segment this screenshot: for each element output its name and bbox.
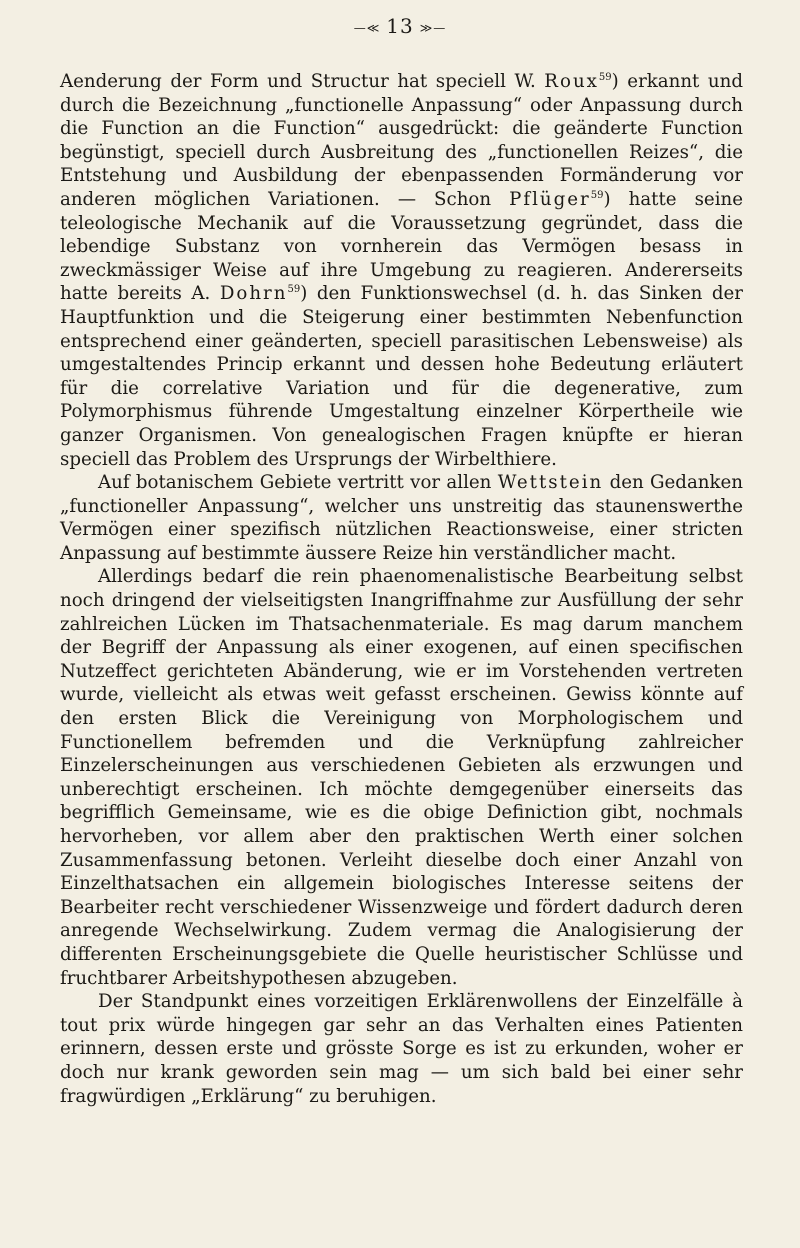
- text-run: Der Standpunkt eines vorzeitigen Erklärenwollens der Einzelfälle à tout prix würde hingegen gar sehr an das Verhalten eines Patienten erinnern, dessen erste und grösste Sorge es ist zu erkunden, woher er doch nur krank geworden sein mag — um sich bald bei einer sehr fragwürdigen „Erklärung“ zu beruhigen.: [60, 991, 743, 1107]
- paragraph: [60, 70, 743, 471]
- footnote-ref: 59: [598, 72, 612, 83]
- body-text: [60, 70, 743, 1108]
- paragraph: [60, 565, 743, 990]
- author-name: Pflüger: [509, 188, 591, 210]
- page-number: 13: [386, 14, 414, 38]
- page-header: [0, 14, 800, 38]
- text-run: ) den Funktionswechsel (d. h. das Sinken der Hauptfunktion und die Steigerung einer bestimmten Nebenfunction entsprechend einer geänderten, speciell parasitischen Lebensweise) als umgestaltendes Princip erkannt und dessen hohe Bedeutung erläutert für die correlative Variation und für die degenerative, zum Polymorphismus führende Umgestaltung einzelner Körpertheile wie ganzer Organismen. Von genealogischen Fragen knüpfte er hieran speciell das Problem des Ursprungs der Wirbelthiere.: [60, 283, 743, 470]
- text-run: Aenderung der Form und Structur hat speciell W.: [60, 71, 545, 92]
- text-run: ) hatte seine teleologische Mechanik auf die Voraussetzung gegründet, dass die lebendige Substanz von vornherein das Vermögen besass in zweckmässiger Weise auf ihre Umgebung zu reagieren. Andererseits hatte bereits A.: [60, 188, 743, 305]
- header-ornament-left: —≪: [353, 20, 381, 35]
- author-name: Dohrn: [219, 283, 288, 305]
- author-name: Wettstein: [497, 472, 604, 494]
- author-name: Roux: [544, 71, 599, 92]
- paragraph: [60, 990, 743, 1108]
- paragraph: [60, 471, 743, 565]
- text-run: den Gedanken „functioneller Anpassung“, welcher uns unstreitig das staunenswerthe Vermögen einer spezifisch nützlichen Reactionsweise, einer stricten Anpassung auf bestimmte äussere Reize hin verständlicher macht.: [60, 472, 743, 564]
- footnote-ref: 59: [590, 189, 604, 201]
- header-ornament-right: ≫—: [419, 20, 447, 35]
- text-run: ) erkannt und durch die Bezeichnung „functionelle Anpassung“ oder Anpassung durch die Function an die Function“ ausgedrückt: die geänderte Function begünstigt, speciell durch Ausbreitung des „functionellen Reizes“, die Entstehung und Ausbildung der ebenpassenden Formänderung vor anderen möglichen Variationen. — Schon: [60, 71, 743, 210]
- footnote-ref: 59: [287, 284, 301, 296]
- text-run: Auf botanischem Gebiete vertritt vor allen: [98, 472, 498, 494]
- text-run: Allerdings bedarf die rein phaenomenalistische Bearbeitung selbst noch dringend der vielseitigsten Inangriffnahme zur Ausfüllung der sehr zahlreichen Lücken im Thatsachenmateriale. Es mag darum manchem der Begriff der Anpassung als einer exogenen, auf einen specifischen Nutzeffect gerichteten Abänderung, wie er im Vorstehenden vertreten wurde, vielleicht als etwas weit gefasst erscheinen. Gewiss könnte auf den ersten Blick die Vereinigung von Morphologischem und Functionellem befremden und die Verknüpfung zahlreicher Einzelerscheinungen aus verschiedenen Gebieten als erzwungen und unberechtigt erscheinen. Ich möchte demgegenüber einerseits das begrifflich Gemeinsame, wie es die obige Definiction gibt, nochmals hervorheben, vor allem aber den praktischen Werth einer solchen Zusammenfassung betonen. Verleiht dieselbe doch einer Anzahl von Einzelthatsachen ein allgemein biologisches Interesse seitens der Bearbeiter recht verschiedener Wissenzweige und fördert dadurch deren anregende Wechselwirkung. Zudem vermag die Analogisierung der differenten Erscheinungsgebiete die Quelle heuristischer Schlüsse und fruchtbarer Arbeitshypothesen abzugeben.: [60, 566, 743, 989]
